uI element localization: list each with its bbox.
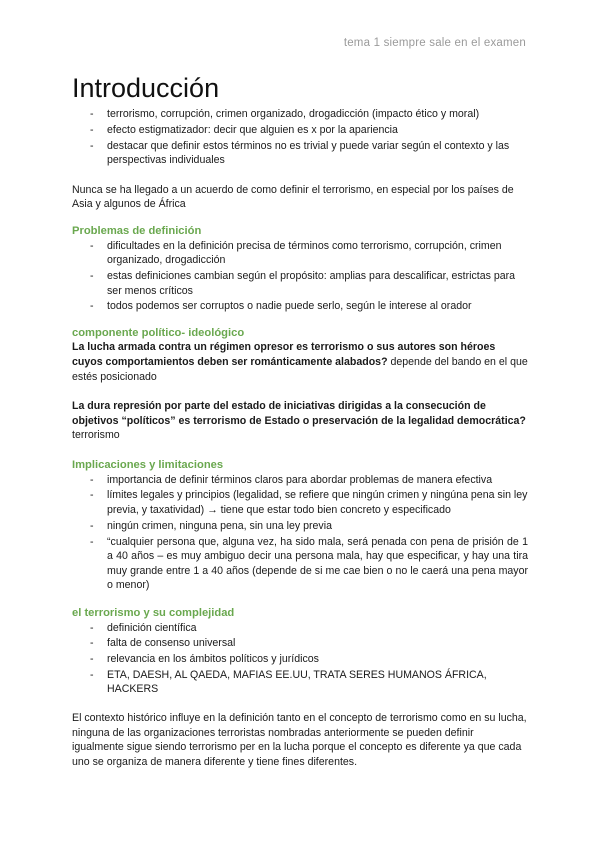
header-note: tema 1 siempre sale en el examen [343,37,526,49]
question-represion [72,399,528,443]
question-answer-text: depende del bando en el que estés posicionado [72,356,528,383]
list-item: - estas definiciones cambian según el propósito: amplias para descalificar, estrictas para ser menos críticos [72,269,528,298]
list-item: - terrorismo, corrupción, crimen organizado, drogadicción (impacto ético y moral) [72,107,528,122]
question-answer-text: terrorismo [72,429,120,442]
intro-bullet-list [72,107,528,168]
list-item: - dificultades en la definición precisa de términos como terrorismo, corrupción, crimen organizado, drogadicción [72,239,528,268]
section-heading-implicaciones: Implicaciones y limitaciones [72,459,224,472]
question-bold-text: La dura represión por parte del estado de iniciativas dirigidas a la consecución de objetivos “políticos” es terrorismo de Estado o preservación de la legalidad democrática? [72,400,526,427]
list-item: - límites legales y principios (legalidad, se refiere que ningún crimen y ningúna pena sin ley previa, y taxatividad) → tiene que estar todo bien concreto y especificado [72,488,528,517]
section-heading-problemas: Problemas de definición [72,224,202,237]
list-item: - efecto estigmatizador: decir que alguien es x por la apariencia [72,123,528,138]
list-item: - falta de consenso universal [72,636,528,651]
question-bold-text: La lucha armada contra un régimen opresor es terrorismo o sus autores son héroes cuyos comportamientos deben ser románticamente alabados? [72,341,496,369]
problemas-bullet-list [72,239,528,314]
list-item: - importancia de definir términos claros para abordar problemas de manera efectiva [72,473,528,488]
implicaciones-bullet-list [72,473,528,593]
list-item: - ETA, DAESH, AL QAEDA, MAFIAS EE.UU, TRATA SERES HUMANOS ÁFRICA, HACKERS [72,668,528,697]
list-item: - destacar que definir estos términos no es trivial y puede variar según el contexto y las perspectivas individuales [72,139,528,168]
complejidad-bullet-list [72,621,528,698]
list-item: - todos podemos ser corruptos o nadie puede serlo, según le interese al orador [72,299,528,314]
paragraph-asia-africa: Nunca se ha llegado a un acuerdo de como definir el terrorismo, en especial por los países de Asia y algunos de África [72,183,514,211]
section-heading-complejidad: el terrorismo y su complejidad [72,606,235,619]
page-title: Introducción [72,73,220,103]
question-lucha-armada [72,340,528,384]
list-item: - relevancia en los ámbitos políticos y jurídicos [72,652,528,667]
list-item: - ningún crimen, ninguna pena, sin una ley previa [72,519,528,534]
list-item: - “cualquier persona que, alguna vez, ha sido mala, será penada con pena de prisión de 1 a 40 años – es muy ambiguo decir una persona mala, hay que especificar, y hay una tira muy grande entre 1 a 40 años (depende de si me cae bien o no le caerá una pena mayor o menor) [72,535,528,593]
list-item: - definición científica [72,621,528,636]
section-heading-componente: componente político- ideológico [72,326,245,339]
paragraph-contexto-historico: El contexto histórico influye en la definición tanto en el concepto de terrorismo como en su lucha, ninguna de las organizaciones terroristas nombradas anteriormente se pueden definir igualmente sigue siendo terrorismo per en la lucha porque el concepto es diferente ya que cada uno se organiza de manera diferente y tiene fines diferentes. [72,712,527,768]
document-page [72,70,528,769]
